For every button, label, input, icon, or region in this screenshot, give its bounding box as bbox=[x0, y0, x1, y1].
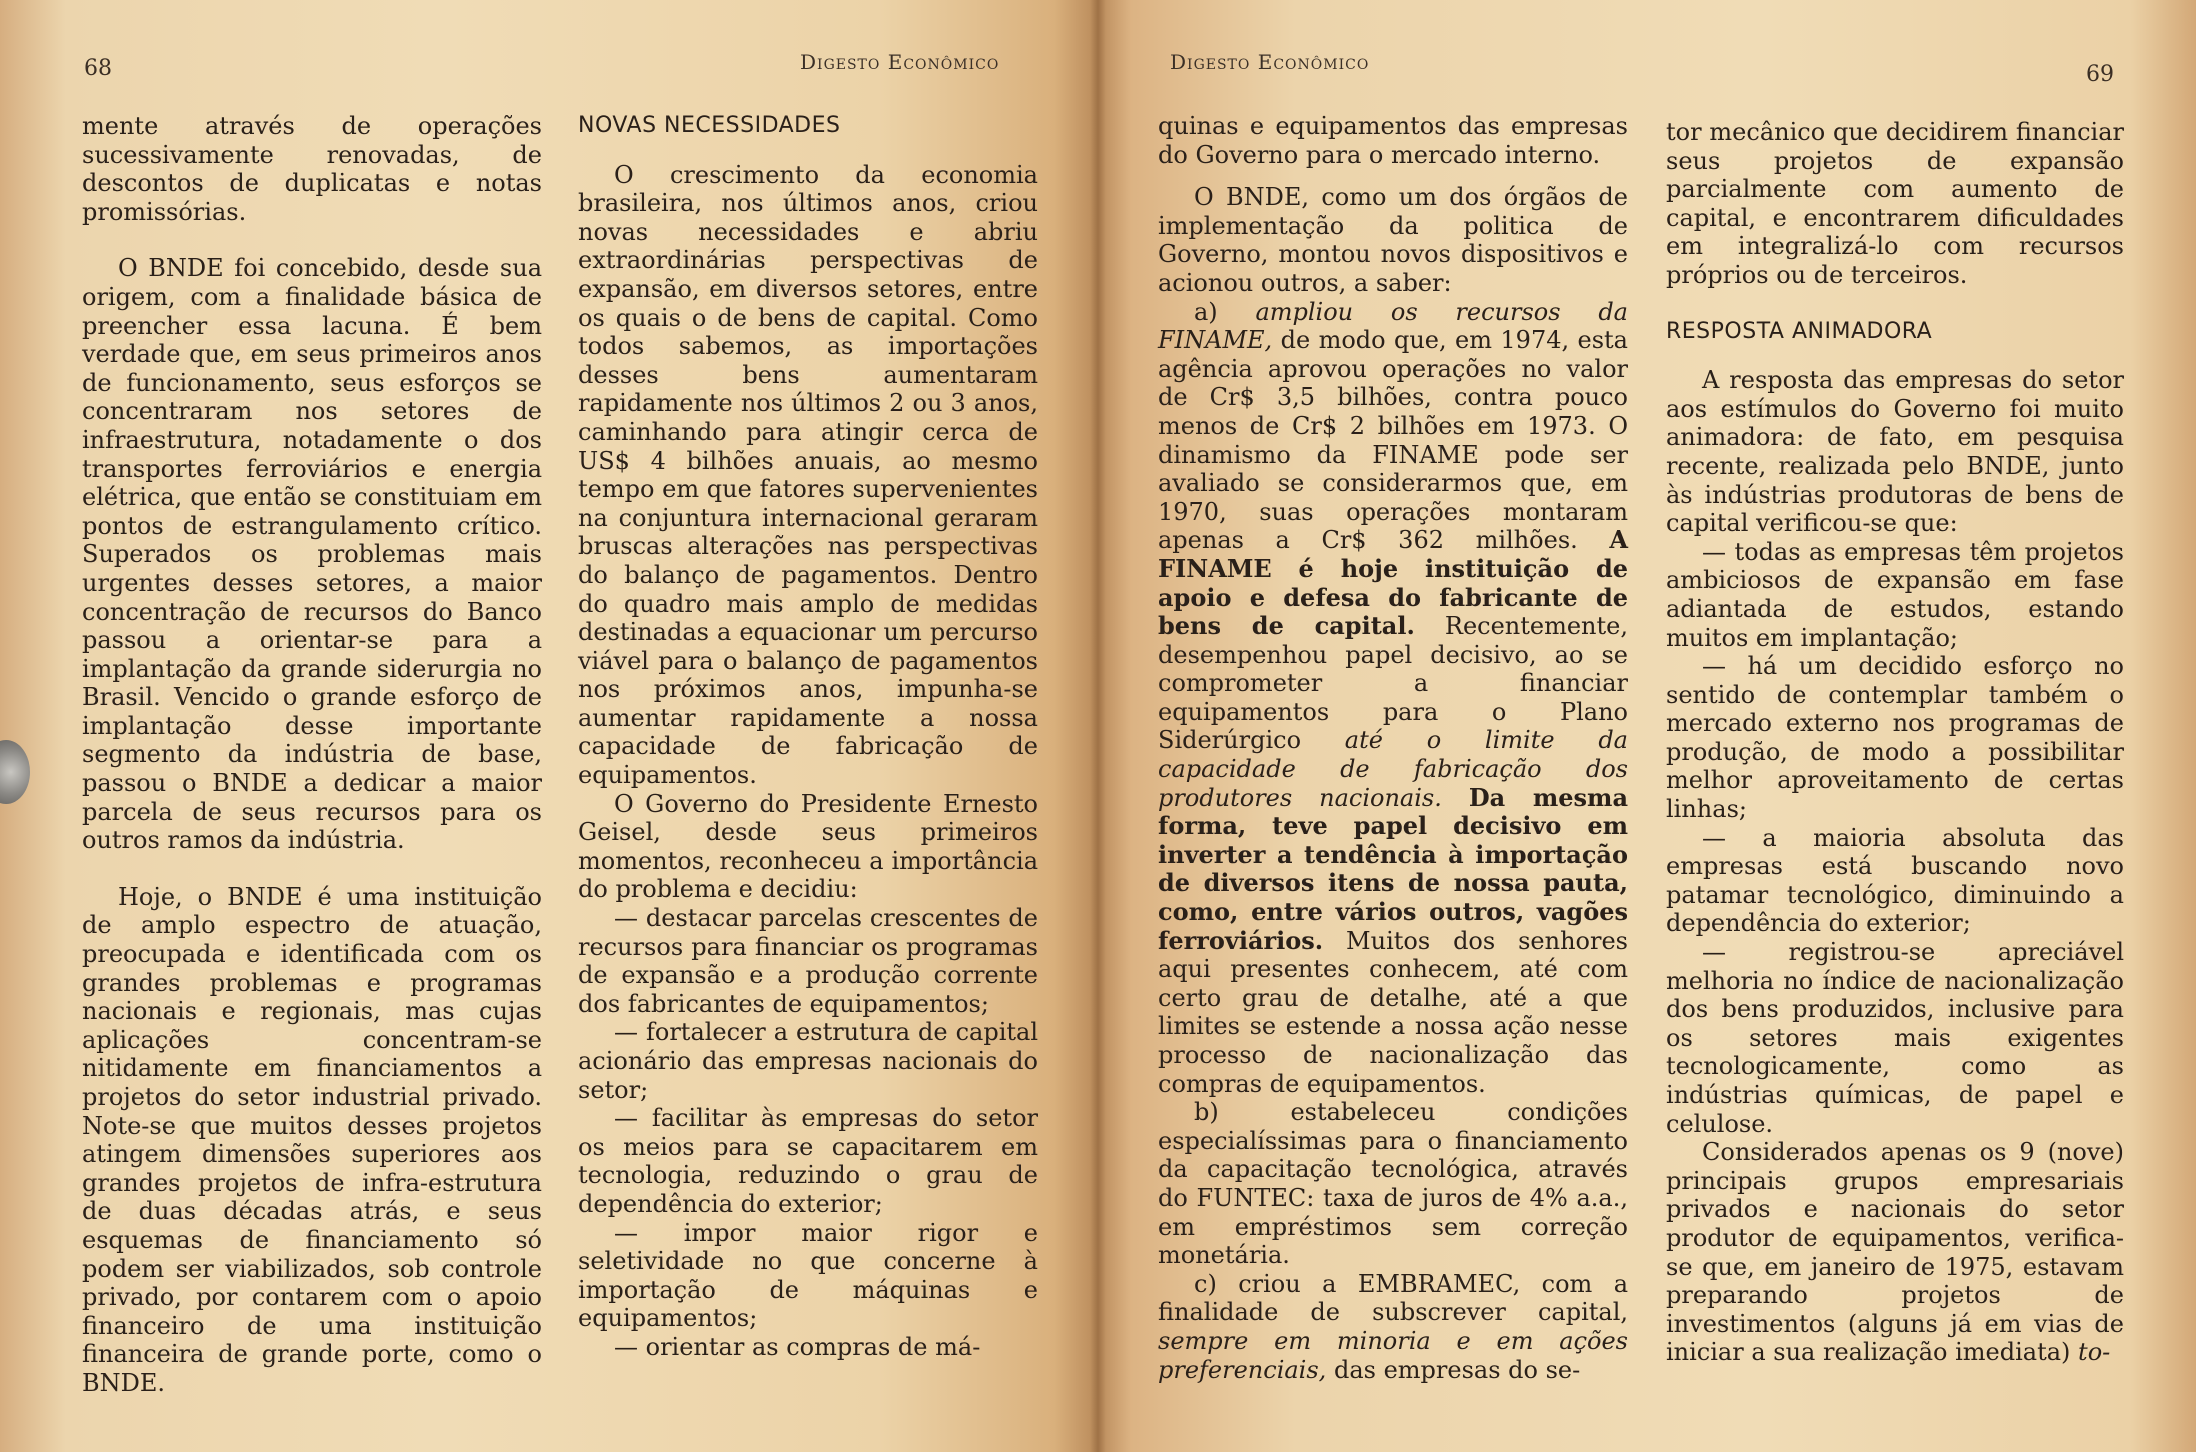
section-heading: RESPOSTA ANIMADORA bbox=[1666, 318, 1933, 344]
body-text: Considerados apenas os 9 (nove) principais grupos empresariais privados e nacionais do setor produtor de equipamentos, verifica-se que, em janeiro de 1975, estavam preparando projetos de investimentos (alguns já em vias de iniciar a sua realização imediata) bbox=[1666, 1138, 2124, 1367]
paragraph: quinas e equipamentos das empresas do Governo para o mercado interno. bbox=[1158, 112, 1628, 169]
paragraph: O Governo do Presidente Ernesto Geisel, desde seus primeiros momentos, reconheceu a importância do problema e decidiu: bbox=[578, 789, 1038, 904]
running-header-right: Digesto Econômico bbox=[1170, 50, 1370, 74]
column-2 bbox=[578, 112, 1038, 1362]
right-page bbox=[1098, 0, 2196, 1452]
list-item: — registrou-se apreciável melhoria no índice de nacionalização dos bens produzidos, inclusive para os setores mais exigentes tecnologicamente, como as indústrias químicas, de papel e celulose. bbox=[1666, 938, 2124, 1138]
paragraph-b: b) estabeleceu condições especialíssimas para o financiamento da capacitação tecnológica, através do FUNTEC: taxa de juros de 4% a.a., em empréstimos sem correção monetária. bbox=[1158, 1098, 1628, 1270]
bold-text: Da mesma forma, teve papel decisivo em inverter a tendência à importação de diversos itens de nossa pauta, como, entre vários outros, vagões ferroviários. bbox=[1158, 782, 1628, 955]
italic-text: to- bbox=[2078, 1338, 2111, 1367]
list-item: — facilitar às empresas do setor os meios para se capacitarem em tecnologia, reduzindo o grau de dependência do exterior; bbox=[578, 1104, 1038, 1218]
paragraph-a bbox=[1158, 298, 1628, 1099]
page-number-right: 69 bbox=[2086, 62, 2114, 87]
list-item: — orientar as compras de má- bbox=[614, 1332, 981, 1361]
item-label-a: a) bbox=[1194, 297, 1218, 326]
column-1 bbox=[82, 112, 542, 1398]
paragraph: A resposta das empresas do setor aos estímulos do Governo foi muito animadora: de fato, em pesquisa recente, realizada pelo BNDE, junto às indústrias produtoras de bens de capital verificou-se que: bbox=[1666, 366, 2124, 538]
section-heading: NOVAS NECESSIDADES bbox=[578, 113, 841, 138]
body-text: Recentemente, desempenhou papel decisivo, ao se comprometer a financiar equipamentos para o Plano Siderúrgico bbox=[1158, 612, 1628, 755]
book-gutter bbox=[1090, 0, 1106, 1452]
bold-text: A FINAME é hoje instituição de apoio e defesa do fabricante de bens de capital. bbox=[1158, 525, 1628, 641]
paragraph: O crescimento da economia brasileira, nos últimos anos, criou novas necessidades e abriu extraordinárias perspectivas de expansão, em diversos setores, entre os quais o de bens de capital. Como todos sabemos, as importações desses bens aumentaram rapidamente nos últimos 2 ou 3 anos, caminhando para atingir cerca de US$ 4 bilhões anuais, ao mesmo tempo em que fatores supervenientes na conjuntura internacional geraram bruscas alterações nas perspectivas do balanço de pagamentos. Dentro do quadro mais amplo de medidas destinadas a equacionar um percurso viável para o balanço de pagamentos nos próximos anos, impunha-se aumentar rapidamente a nossa capacidade de fabricação de equipamentos. bbox=[578, 160, 1038, 790]
paragraph: O BNDE, como um dos órgãos de implementação da politica de Governo, montou novos dispositivos e acionou outros, a saber: bbox=[1158, 183, 1628, 297]
body-text: c) criou a EMBRAMEC, com a finalidade de subscrever capital, bbox=[1158, 1269, 1628, 1327]
list-item: — destacar parcelas crescentes de recursos para financiar os programas de expansão e a produção corrente dos fabricantes de equipamentos; bbox=[578, 904, 1038, 1018]
body-text: de modo que, em 1974, esta agência aprovou operações no valor de Cr$ 3,5 bilhões, contra pouco menos de Cr$ 2 bilhões em 1973. O dinamismo da FINAME pode ser avaliado se considerarmos que, em 1970, suas operações montaram apenas a Cr$ 362 milhões. bbox=[1158, 326, 1628, 555]
paragraph-c bbox=[1158, 1270, 1628, 1384]
column-4 bbox=[1666, 118, 2124, 1367]
list-item: — impor maior rigor e seletividade no que concerne à importação de máquinas e equipamentos; bbox=[578, 1218, 1038, 1333]
list-item: — a maioria absoluta das empresas está buscando novo patamar tecnológico, diminuindo a dependência do exterior; bbox=[1666, 823, 2124, 938]
italic-text: ampliou os recursos da FINAME, bbox=[1158, 297, 1628, 355]
paragraph: O BNDE foi concebido, desde sua origem, com a finalidade básica de preencher essa lacuna. É bem verdade que, em seus primeiros anos de funcionamento, seus esforços se concentraram nos setores de infraestrutura, notadamente o dos transportes ferroviários e energia elétrica, que então se constituiam em pontos de estrangulamento crítico. Superados os problemas mais urgentes desses setores, a maior concentração de recursos do Banco passou a orientar-se para a implantação da grande siderurgia no Brasil. Vencido o grande esforço de implantação desse importante segmento da indústria de base, passou o BNDE a dedicar a maior parcela de seus recursos para os outros ramos da indústria. bbox=[82, 254, 542, 855]
list-item: — todas as empresas têm projetos ambiciosos de expansão em fase adiantada de estudos, estando muitos em implantação; bbox=[1666, 537, 2124, 652]
list-item: — há um decidido esforço no sentido de contemplar também o mercado externo nos programas de produção, de modo a possibilitar melhor aproveitamento de certas linhas; bbox=[1666, 652, 2124, 824]
paragraph: tor mecânico que decidirem financiar seus projetos de expansão parcialmente com aumento de capital, e encontrarem dificuldades em integralizá-lo com recursos próprios ou de terceiros. bbox=[1666, 118, 2124, 289]
body-text: Muitos dos senhores aqui presentes conhecem, até com certo grau de detalhe, até a que limites se estende a nossa ação nesse processo de nacionalização das compras de equipamentos. bbox=[1158, 926, 1628, 1098]
running-header-left: Digesto Econômico bbox=[800, 50, 1000, 74]
paragraph: Hoje, o BNDE é uma instituição de amplo espectro de atuação, preocupada e identificada com os grandes problemas e programas nacionais e regionais, mas cujas aplicações concentram-se nitidamente em financiamentos a projetos do setor industrial privado. Note-se que muitos desses projetos atingem dimensões superiores aos grandes projetos de infra-estrutura de duas décadas atrás, e seus esquemas de financiamento só podem ser viabilizados, sob controle privado, por contarem com o apoio financeiro de uma instituição financeira de grande porte, como o BNDE. bbox=[82, 882, 542, 1397]
body-text: das empresas do se- bbox=[1333, 1355, 1581, 1384]
paragraph: mente através de operações sucessivamente renovadas, de descontos de duplicatas e notas promissórias. bbox=[82, 112, 542, 226]
page-number-left: 68 bbox=[84, 56, 112, 81]
paragraph bbox=[1666, 1138, 2124, 1367]
italic-text: sempre em minoria e em ações preferenciais, bbox=[1158, 1326, 1628, 1384]
column-3 bbox=[1158, 112, 1628, 1384]
italic-text: até o limite da capacidade de fabricação dos produtores nacionais. bbox=[1158, 726, 1628, 812]
binding-hole bbox=[0, 740, 30, 804]
list-item: — fortalecer a estrutura de capital acionário das empresas nacionais do setor; bbox=[578, 1018, 1038, 1104]
